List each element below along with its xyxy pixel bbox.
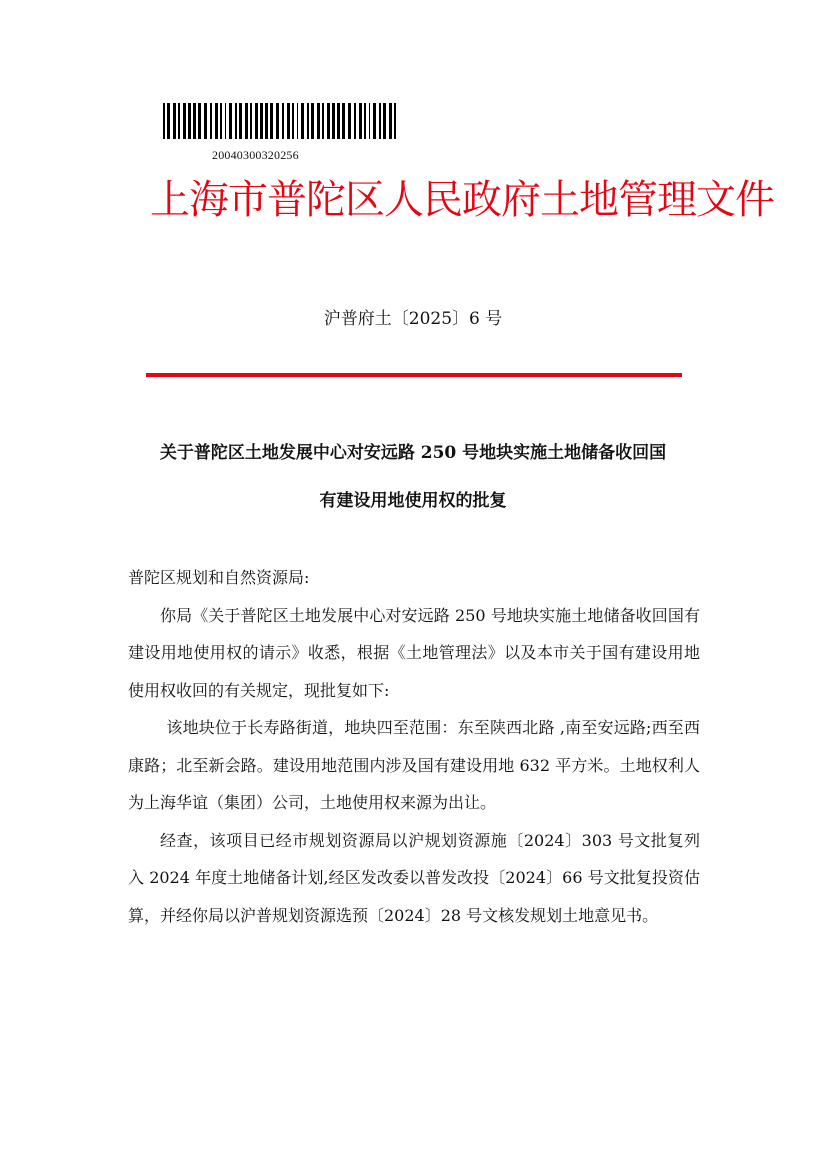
barcode-bar <box>167 103 170 139</box>
barcode-bar <box>239 103 242 139</box>
barcode-bar <box>220 103 222 139</box>
barcode-bar <box>163 103 165 139</box>
barcode <box>163 103 397 139</box>
barcode-bar <box>210 103 212 139</box>
barcode-bar <box>379 103 381 139</box>
barcode-bar <box>317 103 320 139</box>
barcode-bar <box>229 103 232 139</box>
barcode-bar <box>260 103 263 139</box>
barcode-bar <box>354 103 356 139</box>
barcode-bar <box>307 103 309 139</box>
barcode-bar <box>337 103 340 139</box>
barcode-bar <box>270 103 273 139</box>
body-paragraph-2: 该地块位于长寿路街道，地块四至范围：东至陕西北路 ,南至安远路;西至西康路；北至新会路。建设用地范围内涉及国有建设用地 632 平方米。土地权利人为上海华谊（集团）公司，土地使用权来源为出让。 <box>128 718 700 812</box>
document-number: 沪普府土〔2025〕6 号 <box>323 309 503 329</box>
barcode-bar <box>383 103 386 139</box>
barcode-bar <box>348 103 351 139</box>
barcode-bar <box>327 103 330 139</box>
barcode-bar <box>332 103 335 139</box>
barcode-bar <box>373 103 376 139</box>
barcode-bar <box>188 103 191 139</box>
barcode-bar <box>245 103 248 139</box>
barcode-bar <box>292 103 294 139</box>
issuer-heading: 上海市普陀区人民政府土地管理文件 <box>150 177 774 223</box>
document-title <box>120 429 706 525</box>
barcode-bar <box>364 103 366 139</box>
title-line-1: 关于普陀区土地发展中心对安远路 250 号地块实施土地储备收回国 <box>159 443 667 463</box>
barcode-bar <box>178 103 180 139</box>
barcode-bar <box>301 103 304 139</box>
barcode-bar <box>359 103 362 139</box>
barcode-bar <box>287 103 290 139</box>
barcode-bar <box>322 103 324 139</box>
barcode-bar <box>394 103 396 139</box>
barcode-bar <box>265 103 268 139</box>
barcode-bar <box>193 103 196 139</box>
barcode-bar <box>235 103 237 139</box>
barcode-bar <box>173 103 176 139</box>
barcode-bar <box>215 103 218 139</box>
document-body <box>128 559 700 934</box>
barcode-bar <box>204 103 207 139</box>
barcode-bar <box>276 103 279 139</box>
salutation: 普陀区规划和自然资源局: <box>128 568 310 587</box>
barcode-bar <box>282 103 284 139</box>
barcode-bar <box>369 103 370 139</box>
barcode-bar <box>255 103 258 139</box>
barcode-bar <box>311 103 314 139</box>
barcode-bar <box>225 103 226 139</box>
body-paragraph-3: 经查，该项目已经市规划资源局以沪规划资源施〔2024〕303 号文批复列入 2024 年度土地储备计划,经区发改委以普发改投〔2024〕66 号文批复投资估算，并经你局以沪普规划资源选预〔2024〕28 号文核发规划土地意见书。 <box>128 830 700 925</box>
barcode-bar <box>297 103 298 139</box>
title-line-2: 有建设用地使用权的批复 <box>319 491 507 511</box>
barcode-bar <box>250 103 252 139</box>
body-paragraph-1: 你局《关于普陀区土地发展中心对安远路 250 号地块实施土地储备收回国有建设用地使用权的请示》收悉，根据《土地管理法》以及本市关于国有建设用地使用权收回的有关规定，现批复如下: <box>128 605 700 700</box>
red-divider-line <box>146 373 682 377</box>
barcode-number: 20040300320256 <box>212 148 299 162</box>
barcode-bar <box>198 103 201 139</box>
barcode-bar <box>389 103 392 139</box>
barcode-bar <box>342 103 345 139</box>
barcode-bar <box>183 103 186 139</box>
